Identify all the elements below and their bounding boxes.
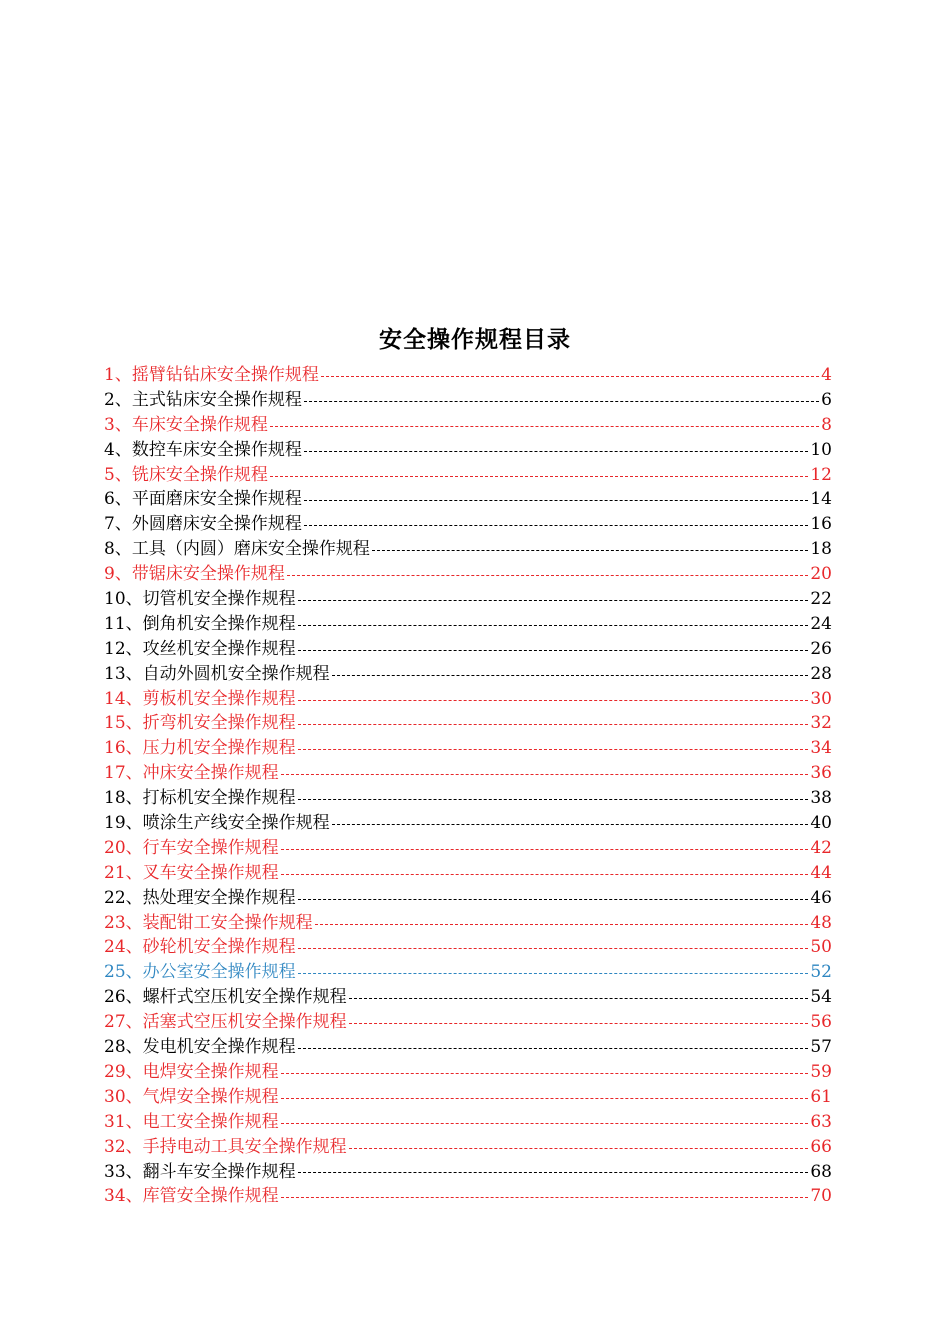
- page-title: 安全操作规程目录: [379, 327, 571, 354]
- toc-dash-leader: [298, 948, 809, 949]
- toc-entry-title: 工具（内圆）磨床安全操作规程: [131, 539, 370, 560]
- toc-entry[interactable]: [104, 1085, 832, 1110]
- toc-entry-title: 主式钻床安全操作规程: [131, 389, 302, 410]
- toc-dash-leader: [281, 849, 809, 850]
- toc-entry-number: 17、: [104, 763, 143, 784]
- toc-entry-page-number: 57: [810, 1037, 832, 1058]
- toc-entry-number: 24、: [104, 937, 143, 958]
- toc-entry-number: 20、: [104, 837, 143, 858]
- toc-dash-leader: [270, 426, 819, 427]
- toc-dash-leader: [281, 774, 809, 775]
- toc-entry-page-number: 26: [810, 638, 832, 659]
- toc-entry-title: 砂轮机安全操作规程: [142, 937, 296, 958]
- toc-entry-number: 12、: [104, 638, 143, 659]
- toc-entry-page-number: 30: [810, 688, 832, 709]
- toc-entry-number: 4、: [104, 439, 132, 460]
- toc-entry-number: 26、: [104, 987, 143, 1008]
- toc-entry[interactable]: [104, 836, 832, 861]
- toc-entry-page-number: 22: [810, 589, 832, 610]
- toc-entry-title: 装配钳工安全操作规程: [142, 912, 313, 933]
- toc-dash-leader: [372, 550, 809, 551]
- toc-entry-page-number: 48: [810, 912, 832, 933]
- toc-entry[interactable]: [104, 562, 832, 587]
- toc-entry-title: 车床安全操作规程: [131, 414, 268, 435]
- toc-entry-number: 5、: [104, 464, 132, 485]
- toc-entry-page-number: 68: [810, 1161, 832, 1182]
- toc-entry-number: 28、: [104, 1037, 143, 1058]
- toc-dash-leader: [315, 924, 809, 925]
- toc-entry[interactable]: [104, 587, 832, 612]
- toc-entry-title: 办公室安全操作规程: [142, 962, 296, 983]
- toc-entry[interactable]: [104, 612, 832, 637]
- toc-entry-title: 手持电动工具安全操作规程: [142, 1136, 347, 1157]
- toc-dash-leader: [270, 476, 809, 477]
- toc-entry-number: 3、: [104, 414, 132, 435]
- toc-dash-leader: [298, 650, 809, 651]
- toc-entry[interactable]: [104, 537, 832, 562]
- toc-entry-title: 热处理安全操作规程: [142, 887, 296, 908]
- toc-dash-leader: [304, 451, 809, 452]
- toc-entry-page-number: 44: [810, 862, 832, 883]
- toc-entry[interactable]: [104, 985, 832, 1010]
- toc-entry-page-number: 18: [810, 539, 832, 560]
- toc-entry-title: 打标机安全操作规程: [142, 788, 296, 809]
- toc-entry-title: 攻丝机安全操作规程: [142, 638, 296, 659]
- toc-entry-number: 29、: [104, 1061, 143, 1082]
- toc-entry-title: 切管机安全操作规程: [142, 589, 296, 610]
- toc-entry-page-number: 42: [810, 837, 832, 858]
- toc-entry-page-number: 8: [821, 414, 832, 435]
- toc-dash-leader: [298, 700, 809, 701]
- toc-entry[interactable]: [104, 687, 832, 712]
- toc-entry-number: 27、: [104, 1012, 143, 1033]
- toc-entry-title: 摇臂钻钻床安全操作规程: [131, 365, 319, 385]
- toc-entry-number: 21、: [104, 862, 143, 883]
- toc-entry-number: 18、: [104, 788, 143, 809]
- toc-entry-page-number: 24: [810, 613, 832, 634]
- toc-entry-number: 32、: [104, 1136, 143, 1157]
- toc-entry-title: 螺杆式空压机安全操作规程: [142, 987, 347, 1008]
- toc-entry[interactable]: [104, 1035, 832, 1060]
- toc-entry-page-number: 16: [810, 514, 832, 535]
- toc-entry[interactable]: [104, 512, 832, 537]
- toc-entry-title: 数控车床安全操作规程: [131, 439, 302, 460]
- toc-dash-leader: [298, 600, 809, 601]
- toc-entry-title: 铣床安全操作规程: [131, 464, 268, 485]
- toc-entry[interactable]: [104, 886, 832, 911]
- toc-entry[interactable]: [104, 1110, 832, 1135]
- toc-entry-number: 10、: [104, 589, 143, 610]
- toc-entry-title: 叉车安全操作规程: [142, 862, 279, 883]
- toc-entry-number: 22、: [104, 887, 143, 908]
- toc-entry[interactable]: [104, 637, 832, 662]
- toc-entry-number: 7、: [104, 514, 132, 535]
- toc-entry-title: 气焊安全操作规程: [142, 1086, 279, 1107]
- toc-entry-page-number: 38: [810, 788, 832, 809]
- toc-entry[interactable]: [104, 761, 832, 786]
- toc-entry-title: 电工安全操作规程: [142, 1111, 279, 1132]
- toc-entry-page-number: 14: [810, 489, 832, 510]
- toc-entry-page-number: 56: [810, 1012, 832, 1033]
- toc-entry[interactable]: [104, 786, 832, 811]
- toc-dash-leader: [298, 973, 809, 974]
- toc-entry-page-number: 34: [810, 738, 832, 759]
- toc-entry[interactable]: [104, 438, 832, 463]
- toc-dash-leader: [304, 500, 809, 501]
- toc-dash-leader: [287, 575, 809, 576]
- toc-entry-title: 压力机安全操作规程: [142, 738, 296, 759]
- toc-entry-number: 13、: [104, 663, 143, 684]
- toc-entry-page-number: 50: [810, 937, 832, 958]
- toc-entry-page-number: 63: [810, 1111, 832, 1132]
- toc-list: [104, 363, 832, 1209]
- toc-entry[interactable]: [104, 1135, 832, 1160]
- toc-entry[interactable]: [104, 487, 832, 512]
- toc-entry-title: 发电机安全操作规程: [142, 1037, 296, 1058]
- toc-dash-leader: [298, 899, 809, 900]
- toc-entry-page-number: 59: [810, 1061, 832, 1082]
- toc-entry-number: 14、: [104, 688, 143, 709]
- toc-entry[interactable]: [104, 960, 832, 985]
- toc-dash-leader: [298, 724, 809, 725]
- toc-entry-title: 冲床安全操作规程: [142, 763, 279, 784]
- toc-entry-number: 19、: [104, 813, 143, 834]
- toc-entry[interactable]: [104, 811, 832, 836]
- toc-entry-number: 34、: [104, 1186, 143, 1207]
- toc-entry-number: 6、: [104, 489, 132, 510]
- toc-entry-page-number: 70: [810, 1186, 832, 1207]
- toc-dash-leader: [281, 1197, 809, 1198]
- toc-entry-title: 库管安全操作规程: [142, 1186, 279, 1207]
- toc-entry[interactable]: [104, 736, 832, 761]
- toc-entry-title: 平面磨床安全操作规程: [131, 489, 302, 510]
- toc-entry-page-number: 6: [821, 389, 832, 410]
- toc-entry[interactable]: [104, 463, 832, 488]
- toc-entry[interactable]: [104, 388, 832, 413]
- toc-entry-page-number: 54: [810, 987, 832, 1008]
- toc-dash-leader: [298, 1048, 809, 1049]
- toc-entry-page-number: 40: [810, 813, 832, 834]
- toc-entry[interactable]: [104, 413, 832, 438]
- toc-entry-page-number: 66: [810, 1136, 832, 1157]
- toc-entry-number: 1、: [104, 365, 132, 385]
- toc-entry-number: 9、: [104, 564, 132, 585]
- toc-entry[interactable]: [104, 935, 832, 960]
- toc-dash-leader: [298, 625, 809, 626]
- toc-entry-number: 11、: [104, 613, 143, 634]
- toc-entry-title: 带锯床安全操作规程: [131, 564, 285, 585]
- toc-entry-title: 电焊安全操作规程: [142, 1061, 279, 1082]
- toc-entry-page-number: 20: [810, 564, 832, 585]
- toc-dash-leader: [349, 1023, 809, 1024]
- toc-entry-title: 剪板机安全操作规程: [142, 688, 296, 709]
- toc-entry-number: 2、: [104, 389, 132, 410]
- toc-entry[interactable]: [104, 861, 832, 886]
- toc-entry-page-number: 46: [810, 887, 832, 908]
- toc-dash-leader: [349, 1148, 809, 1149]
- toc-entry-title: 折弯机安全操作规程: [142, 713, 296, 734]
- toc-dash-leader: [332, 824, 809, 825]
- toc-entry[interactable]: [104, 1184, 832, 1209]
- toc-entry-title: 自动外圆机安全操作规程: [142, 663, 330, 684]
- toc-entry-number: 31、: [104, 1111, 143, 1132]
- toc-entry[interactable]: [104, 1160, 832, 1185]
- toc-entry-number: 30、: [104, 1086, 143, 1107]
- toc-entry-number: 25、: [104, 962, 143, 983]
- toc-entry-page-number: 4: [821, 365, 832, 385]
- toc-entry-page-number: 36: [810, 763, 832, 784]
- toc-entry-page-number: 10: [810, 439, 832, 460]
- toc-entry-title: 活塞式空压机安全操作规程: [142, 1012, 347, 1033]
- toc-entry-page-number: 32: [810, 713, 832, 734]
- toc-dash-leader: [281, 874, 809, 875]
- toc-dash-leader: [298, 799, 809, 800]
- toc-entry-number: 16、: [104, 738, 143, 759]
- toc-entry-number: 23、: [104, 912, 143, 933]
- toc-entry-title: 行车安全操作规程: [142, 837, 279, 858]
- toc-dash-leader: [281, 1073, 809, 1074]
- toc-dash-leader: [281, 1098, 809, 1099]
- toc-dash-leader: [304, 401, 819, 402]
- toc-entry[interactable]: [104, 1010, 832, 1035]
- toc-entry-number: 15、: [104, 713, 143, 734]
- toc-dash-leader: [332, 675, 809, 676]
- toc-entry-title: 喷涂生产线安全操作规程: [142, 813, 330, 834]
- toc-entry[interactable]: [104, 1060, 832, 1085]
- toc-entry-title: 倒角机安全操作规程: [142, 613, 296, 634]
- toc-dash-leader: [298, 749, 809, 750]
- toc-dash-leader: [281, 1123, 809, 1124]
- toc-entry-page-number: 52: [810, 962, 832, 983]
- toc-entry-page-number: 12: [810, 464, 832, 485]
- toc-dash-leader: [349, 998, 809, 999]
- toc-entry-page-number: 61: [810, 1086, 832, 1107]
- toc-entry-page-number: 28: [810, 663, 832, 684]
- toc-entry[interactable]: [104, 711, 832, 736]
- toc-entry-number: 8、: [104, 539, 132, 560]
- toc-dash-leader: [304, 525, 809, 526]
- toc-dash-leader: [298, 1172, 809, 1173]
- toc-dash-leader: [321, 376, 819, 377]
- toc-entry[interactable]: [104, 911, 832, 936]
- toc-entry[interactable]: [104, 662, 832, 687]
- toc-entry[interactable]: [104, 363, 832, 388]
- toc-entry-number: 33、: [104, 1161, 143, 1182]
- toc-entry-title: 翻斗车安全操作规程: [142, 1161, 296, 1182]
- toc-entry-title: 外圆磨床安全操作规程: [131, 514, 302, 535]
